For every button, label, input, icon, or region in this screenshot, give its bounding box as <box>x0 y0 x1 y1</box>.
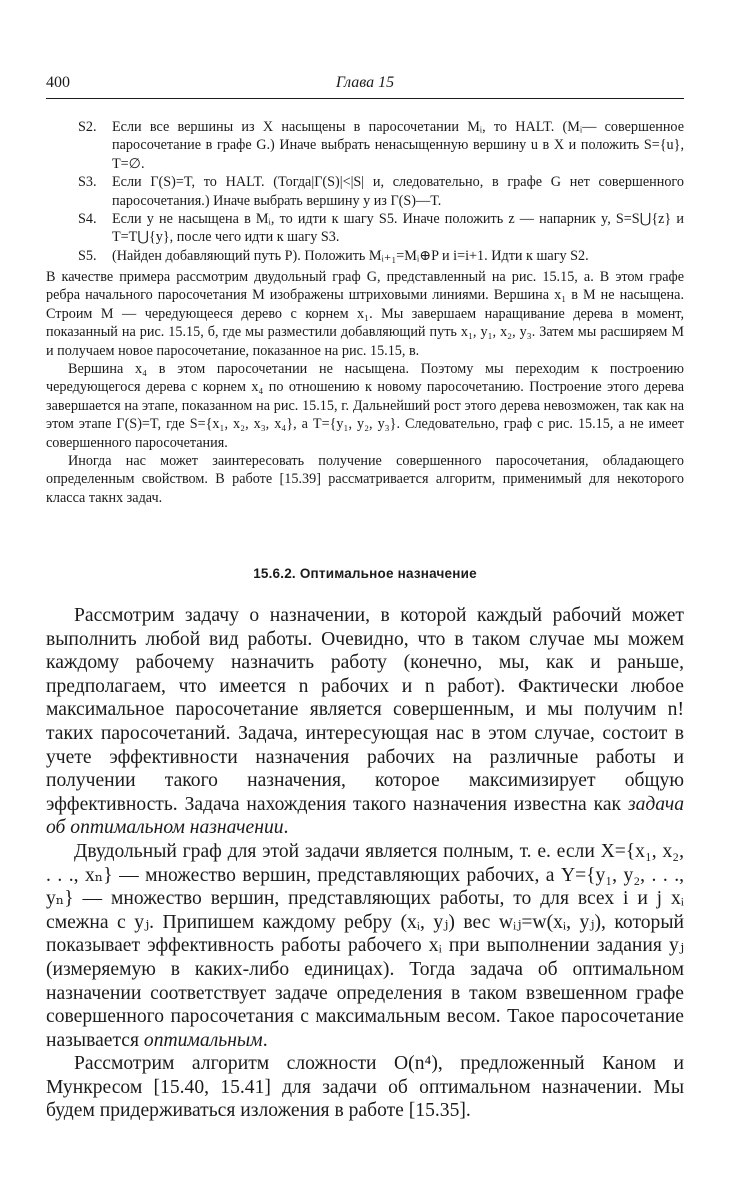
step-text: Если Γ(S)=T, то HALT. (Тогда|Γ(S)|<|S| и, следовательно, в графе G нет совершенного паросочетания.) Иначе выбрать вершину y из Γ(S)—T. <box>112 174 684 209</box>
algorithm-step <box>46 173 684 210</box>
example-text <box>46 268 684 507</box>
step-label: S3. <box>78 174 97 191</box>
paragraph <box>46 1052 684 1123</box>
algorithm-step <box>46 247 684 265</box>
page-number: 400 <box>46 74 70 91</box>
italic-term: оптимальным <box>143 1029 263 1051</box>
paragraph <box>46 840 684 1052</box>
italic-term: задача об оптимальном назначении <box>46 793 684 839</box>
paragraph-text: Рассмотрим задачу о назначении, в которой каждый рабочий может выполнить любой вид работы. Очевидно, что в таком случае мы можем каждому рабочему назначить работу (конечно, мы, как и раньше, предполагаем, что имеется n рабочих и n работ). Фактически любое максимальное паросочетание является совершенным, и мы получим n! таких паросочетаний. Задача, интересующая нас в этом случае, состоит в учете эффективности назначения рабочих на различные работы и получении такого назначения, которое максимизирует общую эффективность. Задача нахождения такого назначения известна как <box>46 605 684 815</box>
step-label: S4. <box>78 211 97 228</box>
chapter-title: Глава 15 <box>335 74 395 91</box>
step-text: Если y не насыщена в Mᵢ, то идти к шагу S5. Иначе положить z — напарник y, S=S⋃{z} и T=T⋃{y}, после чего идти к шагу S3. <box>112 211 684 246</box>
step-label: S5. <box>78 247 97 264</box>
paragraph-text: Двудольный граф для этой задачи является полным, т. е. если X={x₁, x₂, . . ., xₙ} — множество вершин, представляющих рабочих, а Y={y₁, y₂, . . ., yₙ} — множество вершин, представляющих работы, то для всех i и j xᵢ смежна с yⱼ. Припишем каждому ребру (xᵢ, yⱼ) вес wᵢⱼ=w(xᵢ, yⱼ), который показывает эффективность работы рабочего xᵢ при выполнении задания yⱼ (измеряемую в каких-либо единицах). Тогда задача об оптимальном назначении соответствует задаче определения в таком взвешенном графе совершенного паросочетания с максимальным весом. Такое паросочетание называется <box>46 840 684 1051</box>
paragraph-tail: . <box>283 817 289 839</box>
main-text <box>46 604 684 1123</box>
algorithm-step <box>46 118 684 173</box>
paragraph-text: Рассмотрим алгоритм сложности O(n⁴), предложенный Каном и Мункресом [15.40, 15.41] для задачи об оптимальном назначении. Мы будем придерживаться изложения в работе [15.35]. <box>46 1053 684 1122</box>
paragraph: Иногда нас может заинтересовать получение совершенного паросочетания, обладающего определенным свойством. В работе [15.39] рассматривается алгоритм, применимый для некоторого класса такнх задач. <box>46 453 684 506</box>
paragraph-tail: . <box>262 1029 268 1051</box>
step-text: Если все вершины из X насыщены в паросочетании Mᵢ, то HALT. (Mᵢ— совершенное паросочетание в графе G.) Иначе выбрать ненасыщенную вершину u в X и положить S={u}, T=∅. <box>112 119 684 172</box>
algorithm-steps <box>46 118 684 265</box>
paragraph: В качестве примера рассмотрим двудольный граф G, представленный на рис. 15.15, а. В этом графе ребра начального паросочетания M изображены штриховыми линиями. Вершина x₁ в M не насыщена. Строим M — чередующееся дерево с корнем x₁. Мы завершаем наращивание дерева в момент, показанный на рис. 15.15, б, где мы разместили добавляющий путь x₁, y₁, x₂, y₃. Затем мы расширяем M и получаем новое паросочетание, показанное на рис. 15.15, в. <box>46 269 684 359</box>
step-text: (Найден добавляющий путь P). Положить Mᵢ₊₁=Mᵢ⊕P и i=i+1. Идти к шагу S2. <box>112 247 589 264</box>
paragraph: Вершина x₄ в этом паросочетании не насыщена. Поэтому мы переходим к построению чередующегося дерева с корнем x₄ по отношению к новому паросочетанию. Построение этого дерева завершается на этапе, показанном на рис. 15.15, г. Дальнейший рост этого дерева невозможен, так как на этом этапе Γ(S)=T, где S={x₁, x₂, x₃, x₄}, а T={y₁, y₂, y₃}. Следовательно, граф с рис. 15.15, а не имеет совершенного паросочетания. <box>46 361 684 451</box>
header-rule <box>46 98 684 99</box>
algorithm-step <box>46 210 684 247</box>
running-head <box>46 74 684 98</box>
paragraph <box>46 604 684 840</box>
section-heading: 15.6.2. Оптимальное назначение <box>253 566 477 581</box>
step-label: S2. <box>78 119 97 135</box>
